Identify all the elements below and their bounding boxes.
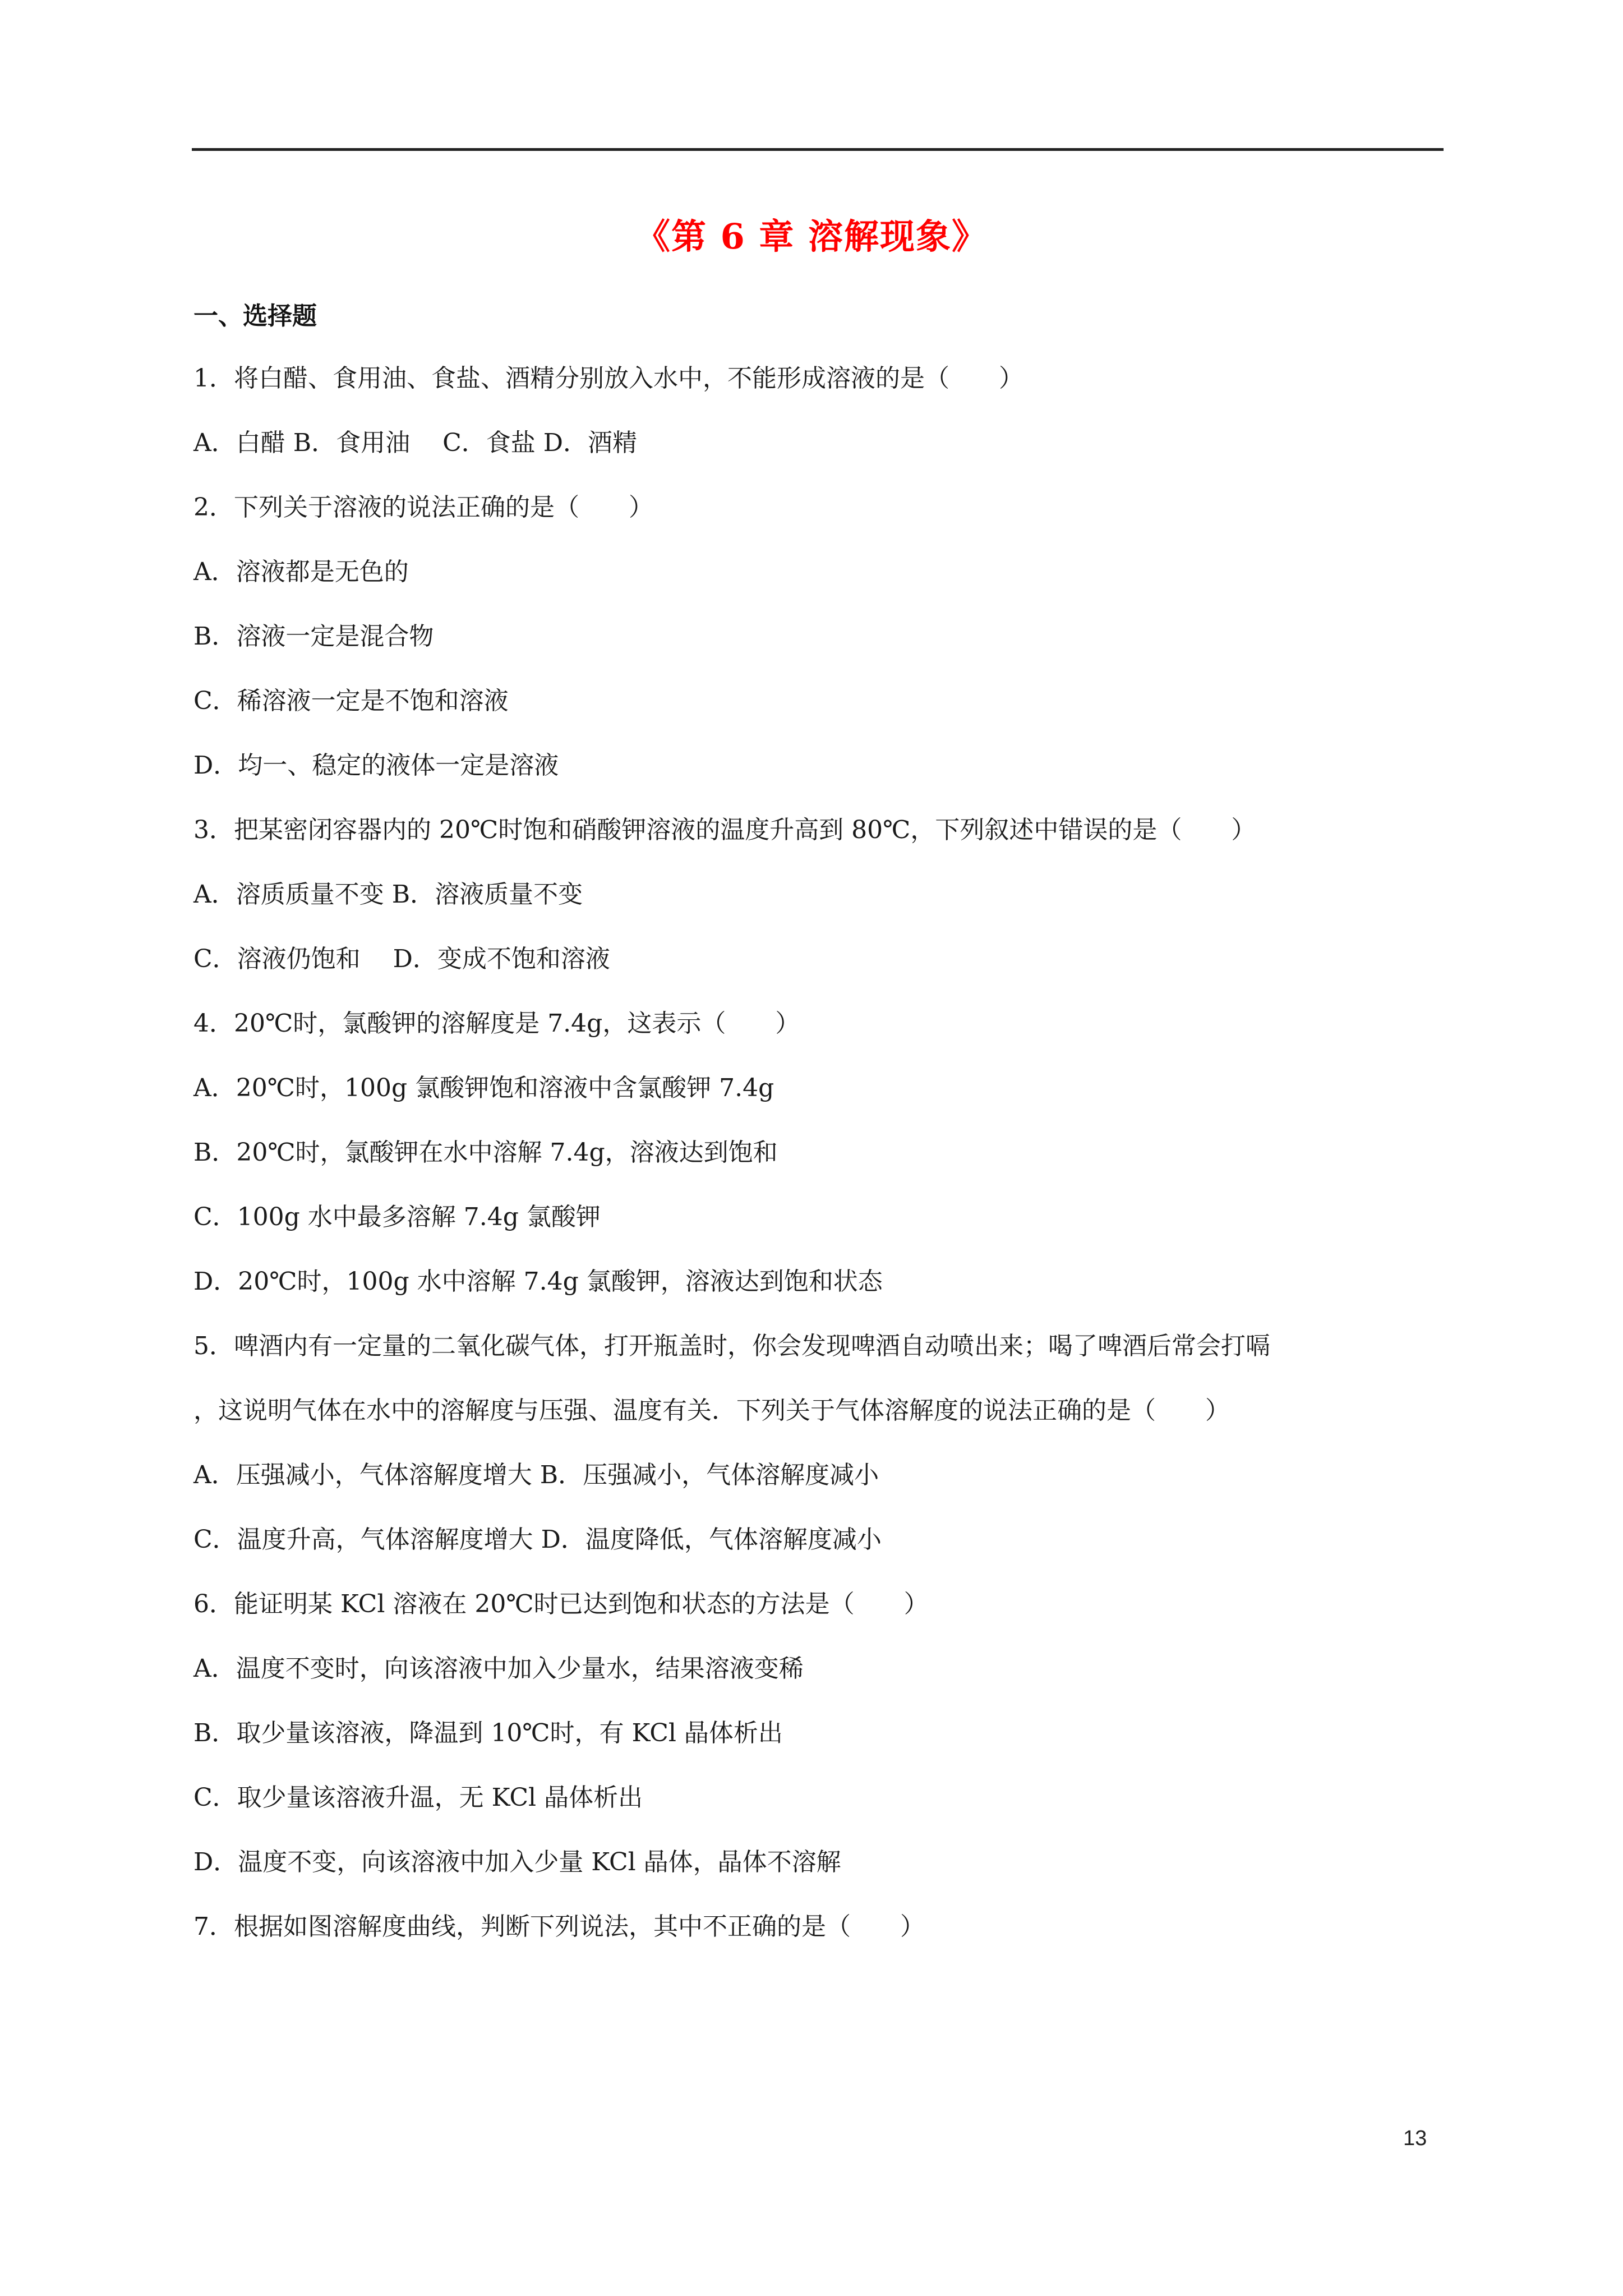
question-6-option-d: D．温度不变，向该溶液中加入少量 KCl 晶体，晶体不溶解 (193, 1848, 841, 1876)
question-7-stem: 7．根据如图溶解度曲线，判断下列说法，其中不正确的是（ ） (193, 1912, 925, 1941)
question-1-options: A．白醋 B．食用油 C．食盐 D．酒精 (193, 429, 638, 457)
page-title: 《第 6 章 溶解现象》 (635, 216, 988, 257)
question-list (193, 359, 1450, 1972)
page-number: 13 (1403, 2127, 1427, 2150)
question-6-option-c: C．取少量该溶液升温，无 KCl 晶体析出 (193, 1783, 643, 1812)
question-4-stem: 4．20℃时，氯酸钾的溶解度是 7.4g，这表示（ ） (193, 1009, 800, 1038)
question-2-option-d: D．均一、稳定的液体一定是溶液 (193, 751, 559, 780)
question-4-option-b: B．20℃时，氯酸钾在水中溶解 7.4g，溶液达到饱和 (193, 1138, 778, 1167)
question-6-stem: 6．能证明某 KCl 溶液在 20℃时已达到饱和状态的方法是（ ） (193, 1590, 929, 1618)
question-2-option-c: C．稀溶液一定是不饱和溶液 (193, 687, 509, 715)
question-1-stem: 1．将白醋、食用油、食盐、酒精分别放入水中，不能形成溶液的是（ ） (193, 364, 1023, 393)
question-5-stem-line-2: ，这说明气体在水中的溶解度与压强、温度有关．下列关于气体溶解度的说法正确的是（ ） (193, 1396, 1230, 1425)
question-5-stem-line-1: 5．啤酒内有一定量的二氧化碳气体，打开瓶盖时，你会发现啤酒自动喷出来；喝了啤酒后常会打嗝 (193, 1332, 1270, 1360)
question-3-stem: 3．把某密闭容器内的 20℃时饱和硝酸钾溶液的温度升高到 80℃，下列叙述中错误的是（ ） (193, 816, 1256, 844)
question-6-option-b: B．取少量该溶液，降温到 10℃时，有 KCl 晶体析出 (193, 1719, 783, 1747)
question-2-option-b: B．溶液一定是混合物 (193, 622, 434, 651)
question-2-option-a: A．溶液都是无色的 (193, 558, 409, 586)
question-3-options-ab: A．溶质质量不变 B．溶液质量不变 (193, 880, 583, 909)
question-4-option-a: A．20℃时，100g 氯酸钾饱和溶液中含氯酸钾 7.4g (193, 1074, 774, 1102)
question-5-options-cd: C．温度升高，气体溶解度增大 D．温度降低，气体溶解度减小 (193, 1525, 882, 1554)
question-2-stem: 2．下列关于溶液的说法正确的是（ ） (193, 493, 653, 522)
question-4-option-d: D．20℃时，100g 水中溶解 7.4g 氯酸钾，溶液达到饱和状态 (193, 1267, 883, 1296)
header-rule (192, 148, 1444, 151)
question-6-option-a: A．温度不变时，向该溶液中加入少量水，结果溶液变稀 (193, 1654, 804, 1683)
question-4-option-c: C．100g 水中最多溶解 7.4g 氯酸钾 (193, 1203, 601, 1231)
question-5-options-ab: A．压强减小，气体溶解度增大 B．压强减小，气体溶解度减小 (193, 1461, 879, 1489)
question-3-options-cd: C．溶液仍饱和 D．变成不饱和溶液 (193, 945, 610, 973)
section-heading: 一、选择题 (193, 302, 317, 330)
